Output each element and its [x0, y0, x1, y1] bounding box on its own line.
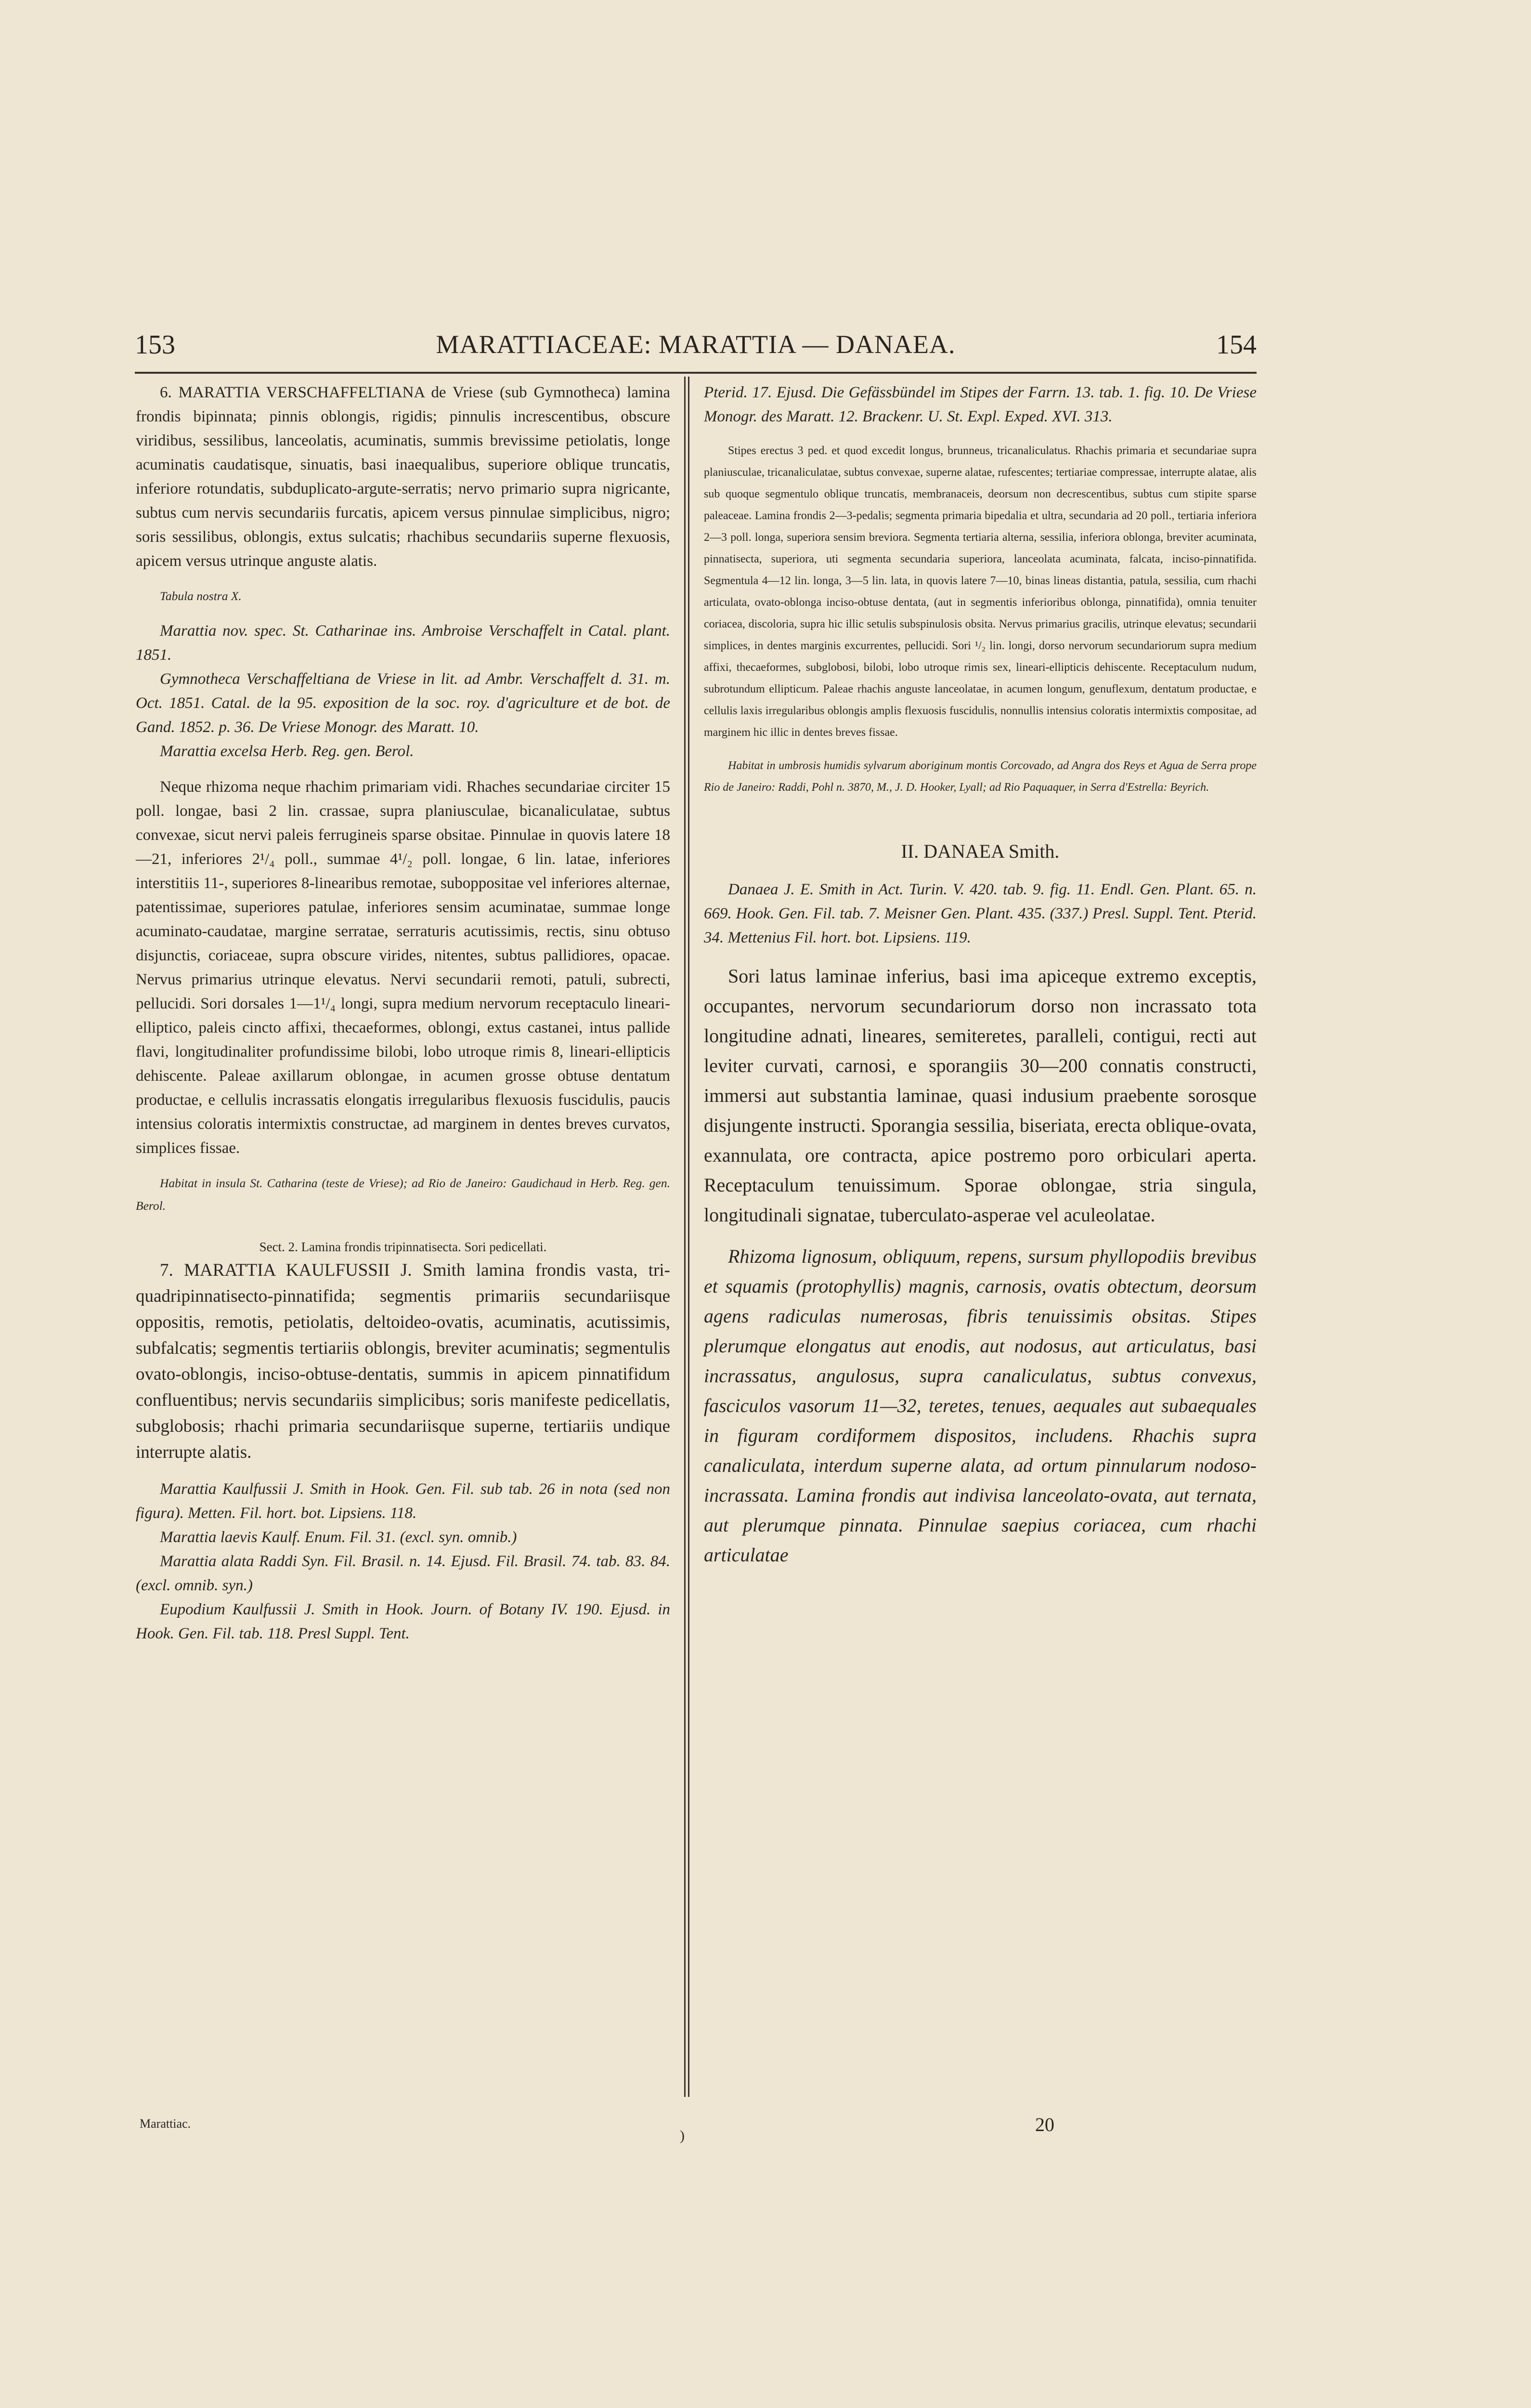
species-6-habitat: Habitat in insula St. Catharina (teste de Vriese); ad Rio de Janeiro: Gaudichaud in Herb. Reg. gen. Berol. [136, 1176, 670, 1213]
species-7-description: Stipes erectus 3 ped. et quod excedit longus, brunneus, tricanaliculatus. Rhachis primaria et secundariae supra planiusculae, tricanaliculatae, subtus convexae, superne alatae, rufescentes; tertiariae compressae, interrupte alatae, alis sub quoque segmentulo oblique truncatis, membranaceis, deorsum non decrescentibus, subtus cum stipite sparse paleaceae. Lamina frondis 2—3-pedalis; segmenta primaria bipedalia et ultra, secundaria ad 20 poll., tertiaria inferiora 2—3 poll. longa, superiora sensim breviora. Segmenta tertiaria alterna, sessilia, inferiora oblonga, breviter acuminata, pinnatisecta, superiora, uti segmenta secundaria superiora, lanceolata acuminata, falcata, inciso-pinnatifida. Segmentula 4—12 lin. longa, 3—5 lin. lata, in quovis latere 7—10, binas lineas distantia, patula, sessilia, cum rhachi articulata, ovato-oblonga inciso-obtuse dentata, (aut in segmentis inferioribus oblonga, pinnatifida), omnia tenuiter coriacea, discoloria, supra hic illic setulis subspinulosis obsita. Nervus primarius gracilis, utrinque elevatus; secundarii simplices, in dentes marginis excurrentes, pellucidi. Sori ¹/₂ lin. longi, dorso nervorum secundariorum supra medium affixi, thecaeformes, subglobosi, bilobi, lobo utroque rimis sex, lineari-ellipticis dehiscente. Receptaculum nudum, subrotundum ellipticum. Paleae rhachis anguste lanceolatae, in acumen longum, genuflexum, dentatum productae, e cellulis laxis irregularibus oblongis amplis flexuosis fuscidulis, nonnullis intensius coloratis intermixtis compositae, ad marginem hic illic in dentes breves fissae. [704, 445, 1257, 739]
genus-heading: II. DANAEA Smith. [901, 840, 1060, 862]
section-heading: Sect. 2. Lamina frondis tripinnatisecta. Sori pedicellati. [259, 1240, 547, 1254]
header-rule [135, 372, 1257, 374]
stray-mark: ) [680, 2128, 685, 2144]
genus-description: Sori latus laminae inferius, basi ima apiceque extremo exceptis, occupantes, nervorum secundariorum dorso non incrassato tota longitudine adnati, lineares, semiteretes, paralleli, contigui, recti aut leviter curvati, carnosi, e sporangiis 30—200 connatis constructi, immersi aut substantia laminae, quasi indusium praebente sorosque disjungente instructi. Sporangia sessilia, biseriata, erecta oblique-ovata, exannulata, ore contracta, apice postremo poro orbiculari aperta. Receptaculum tenuissimum. Sporae oblongae, stria singula, longitudinali signatae, tuberculato-asperae vel aculeolatae. [704, 965, 1257, 1226]
gathering-number: 20 [1035, 2114, 1054, 2135]
species-6-diagnosis: 6. MARATTIA VERSCHAFFELTIANA de Vriese (sub Gymnotheca) lamina frondis bipinnata; pinnis oblongis, rigidis; pinnulis increscentibus, obscure viridibus, sessilibus, lanceolatis, acuminatis, summis brevissime petiolatis, longe acuminatis caudatisque, sinuatis, basi inaequalibus, superiore oblique truncatis, inferiore rotundatis, subduplicato-argute-serratis; nervo primario supra nigricante, subtus cum nervis secundariis furcatis, apicem versus pinnulae simplicibus, nigro; soris sessilibus, oblongis, extus sulcatis; rhachibus secundariis superne flexuosis, apicem versus utrinque anguste alatis. [136, 384, 670, 570]
synonym-1: Marattia nov. spec. St. Catharinae ins. Ambroise Verschaffelt in Catal. plant. 1851. [136, 622, 670, 664]
synonym-3: Marattia excelsa Herb. Reg. gen. Berol. [160, 743, 414, 760]
genus-synonymy: Danaea J. E. Smith in Act. Turin. V. 420. tab. 9. fig. 11. Endl. Gen. Plant. 65. n. 669. Hook. Gen. Fil. tab. 7. Meisner Gen. Plant. 435. (337.) Presl. Suppl. Tent. Pterid. 34. Mettenius Fil. hort. bot. Lipsiens. 119. [704, 881, 1257, 946]
page-number-left: 153 [135, 330, 175, 360]
column-divider-inner [688, 377, 689, 2097]
running-title: MARATTIACEAE: MARATTIA — DANAEA. [436, 330, 956, 359]
synonym-continuation: Pterid. 17. Ejusd. Die Gefässbündel im Stipes der Farrn. 13. tab. 1. fig. 10. De Vriese Monogr. des Maratt. 12. Brackenr. U. St. Expl. Exped. XVI. 313. [704, 384, 1257, 425]
synonym-4: Marattia Kaulfussii J. Smith in Hook. Gen. Fil. sub tab. 26 in nota (sed non figura). Metten. Fil. hort. bot. Lipsiens. 118. [136, 1480, 670, 1522]
right-column [704, 380, 1257, 1570]
genus-morphology: Rhizoma lignosum, obliquum, repens, sursum phyllopodiis brevibus et squamis (protophyllis) magnis, carnosis, ovatis obtectum, deorsum agens radiculas numerosas, fibris tenuissimis obsitas. Stipes plerumque elongatus aut enodis, aut nodosus, aut articulatus, basi incrassatus, angulosus, supra canaliculatus, subtus convexus, fasciculos vasorum 11—32, teretes, tenues, aequales aut subaequales in figuram cordiformem dispositos, includens. Rhachis supra canaliculata, interdum superne alata, ad ortum pinnularum nodoso-incrassata. Lamina frondis aut indivisa lanceolato-ovata, aut ternata, aut plerumque pinnata. Pinnulae saepius coriacea, cum rhachi articulatae [704, 1245, 1257, 1566]
species-7-habitat: Habitat in umbrosis humidis sylvarum aboriginum montis Corcovado, ad Angra dos Reys et Agua de Serra prope Rio de Janeiro: Raddi, Pohl n. 3870, M., J. D. Hooker, Lyall; ad Rio Paquaquer, in Serra d'Estrella: Beyrich. [704, 759, 1257, 794]
species-7-diagnosis: 7. MARATTIA KAULFUSSII J. Smith lamina frondis vasta, tri-quadripinnatisecto-pinnatifida; segmentis primariis secundariisque oppositis, remotis, petiolatis, deltoideo-ovatis, acuminatis, acutissimis, subfalcatis; segmentis tertiariis oblongis, breviter acuminatis; segmentulis ovato-oblongis, inciso-obtuse-dentatis, summis in apicem pinnatifidum confluentibus; nervis secundariis simplicibus; soris manifeste pedicellatis, subglobosis; rhachi primaria secundariisque superne, tertiariis undique interrupte alatis. [136, 1260, 670, 1462]
left-column [136, 380, 670, 1646]
synonym-6: Marattia alata Raddi Syn. Fil. Brasil. n. 14. Ejusd. Fil. Brasil. 74. tab. 83. 84. (excl. omnib. syn.) [136, 1553, 670, 1594]
page-header [135, 329, 1257, 368]
synonym-7: Eupodium Kaulfussii J. Smith in Hook. Journ. of Botany IV. 190. Ejusd. in Hook. Gen. Fil. tab. 118. Presl Suppl. Tent. [136, 1601, 670, 1642]
plate-reference: Tabula nostra X. [160, 589, 242, 603]
page-number-right: 154 [1216, 330, 1257, 360]
synonym-2: Gymnotheca Verschaffeltiana de Vriese in lit. ad Ambr. Verschaffelt d. 31. m. Oct. 1851. Catal. de la 95. exposition de la soc. roy. d'agriculture et de bot. de Gand. 1852. p. 36. De Vriese Monogr. des Maratt. 10. [136, 670, 670, 736]
synonym-5: Marattia laevis Kaulf. Enum. Fil. 31. (excl. syn. omnib.) [160, 1529, 517, 1546]
signature-mark: Marattiac. [140, 2117, 191, 2131]
column-divider [684, 377, 686, 2097]
species-6-description: Neque rhizoma neque rhachim primariam vidi. Rhaches secundariae circiter 15 poll. longae, basi 2 lin. crassae, supra planiusculae, bicanaliculatae, subtus convexae, sicut nervi paleis ferrugineis sparse obsitae. Pinnulae in quovis latere 18—21, inferiores 2¹/₄ poll., summae 4¹/₂ poll. longae, 6 lin. latae, inferiores interstitiis 11-, superiores 8-linearibus remotae, suboppositae vel inferiores alternae, patentissimae, superiores patulae, inferiores sensim acuminatae, summae longe acuminato-caudatae, margine serratae, serraturis acutissimis, rectis, sinu obtuso disjunctis, coriaceae, supra obscure virides, nitentes, subtus pallidiores, opacae. Nervus primarius utrinque elevatus. Nervi secundarii remoti, patuli, subrecti, pellucidi. Sori dorsales 1—1¹/₄ longi, supra medium nervorum receptaculo lineari-elliptico, paleis cincto affixi, thecaeformes, oblongi, extus castanei, intus pallide flavi, longitudinaliter profundissime bilobi, lobo utroque rimis 8, lineari-ellipticis dehiscente. Paleae axillarum oblongae, in acumen grosse obtuse dentatum productae, e cellulis incrassatis elongatis irregularibus flexuosis fuscidulis, paucis intensius coloratis intermixtis constructae, ad marginem in dentes breves curvatos, simplices fissae. [136, 778, 670, 1157]
